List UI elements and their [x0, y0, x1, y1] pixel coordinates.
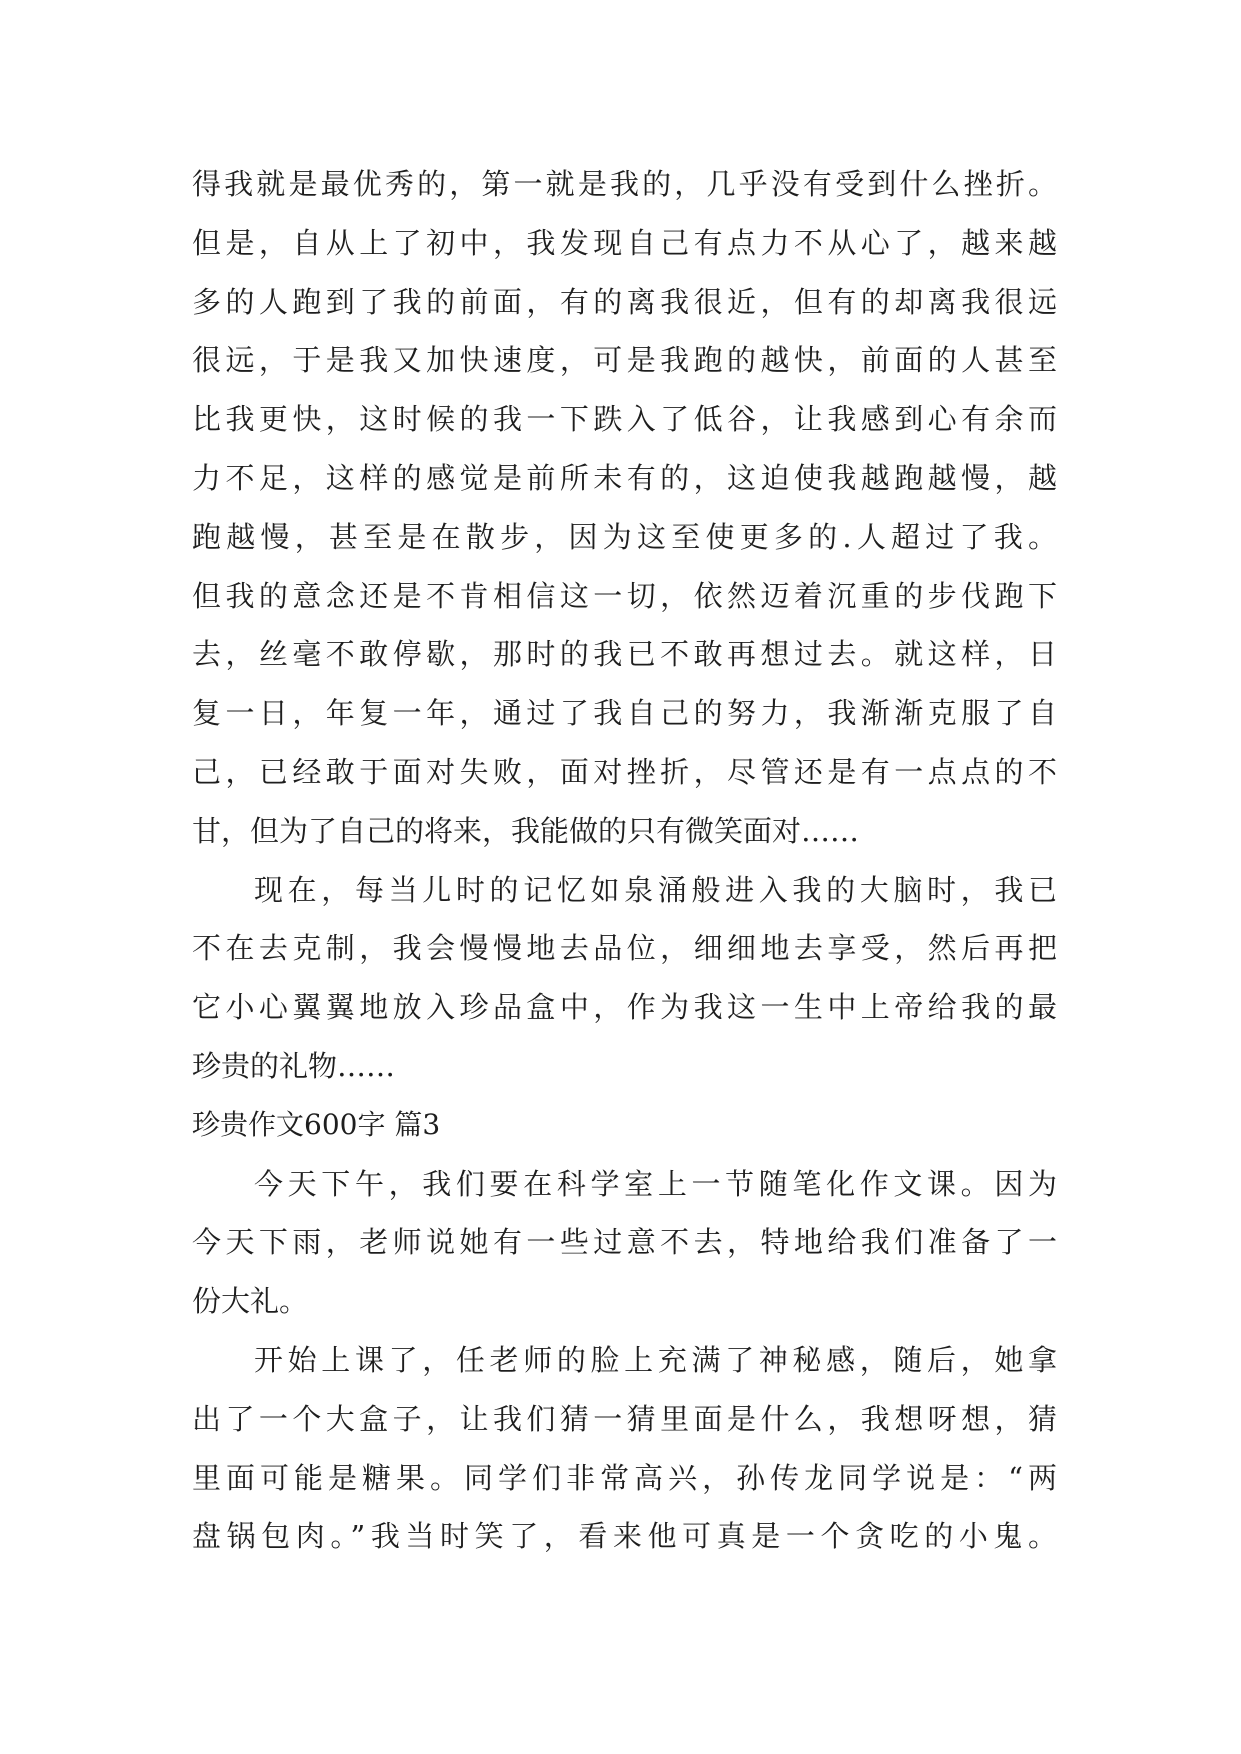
paragraph-1-line-2: 但是，自从上了初中，我发现自己有点力不从心了，越来越 [192, 225, 1057, 260]
paragraph-2-line-1: 现在，每当儿时的记忆如泉涌般进入我的大脑时，我已 [254, 872, 1057, 907]
paragraph-1-line-7: 跑越慢，甚至是在散步，因为这至使更多的.人超过了我。 [192, 519, 1057, 554]
paragraph-1-line-10: 复一日，年复一年，通过了我自己的努力，我渐渐克服了自 [192, 696, 1057, 731]
paragraph-4-line-1: 开始上课了，任老师的脸上充满了神秘感，随后，她拿 [254, 1342, 1057, 1377]
paragraph-1-line-4: 很远，于是我又加快速度，可是我跑的越快，前面的人甚至 [192, 343, 1057, 378]
paragraph-4-line-4: 盘锅包肉。”我当时笑了，看来他可真是一个贪吃的小鬼。 [192, 1519, 1057, 1554]
paragraph-1-line-9: 去，丝毫不敢停歇，那时的我已不敢再想过去。就这样，日 [192, 637, 1057, 672]
paragraph-1-line-5: 比我更快，这时候的我一下跌入了低谷，让我感到心有余而 [192, 402, 1057, 437]
paragraph-3-line-3: 份大礼。 [192, 1284, 309, 1319]
paragraph-1-line-8: 但我的意念还是不肯相信这一切，依然迈着沉重的步伐跑下 [192, 578, 1057, 613]
section-title: 珍贵作文600字 篇3 [192, 1107, 441, 1141]
paragraph-1-line-12: 甘，但为了自己的将来，我能做的只有微笑面对…… [192, 813, 860, 848]
paragraph-2-line-4: 珍贵的礼物…… [192, 1048, 396, 1083]
paragraph-3-line-1: 今天下午，我们要在科学室上一节随笔化作文课。因为 [254, 1166, 1057, 1201]
paragraph-2-line-2: 不在去克制，我会慢慢地去品位，细细地去享受，然后再把 [192, 931, 1057, 966]
paragraph-1-line-6: 力不足，这样的感觉是前所未有的，这迫使我越跑越慢，越 [192, 460, 1057, 495]
paragraph-4-line-2: 出了一个大盒子，让我们猜一猜里面是什么，我想呀想，猜 [192, 1401, 1057, 1436]
paragraph-1-line-3: 多的人跑到了我的前面，有的离我很近，但有的却离我很远 [192, 284, 1057, 319]
paragraph-3-line-2: 今天下雨，老师说她有一些过意不去，特地给我们准备了一 [192, 1225, 1057, 1260]
paragraph-1-line-1: 得我就是最优秀的，第一就是我的，几乎没有受到什么挫折。 [192, 167, 1057, 201]
article-body [192, 155, 1057, 1566]
paragraph-2-line-3: 它小心翼翼地放入珍品盒中，作为我这一生中上帝给我的最 [192, 990, 1057, 1025]
paragraph-1-line-11: 己，已经敢于面对失败，面对挫折，尽管还是有一点点的不 [192, 754, 1057, 789]
paragraph-4-line-3: 里面可能是糖果。同学们非常高兴，孙传龙同学说是：“两 [192, 1460, 1057, 1495]
